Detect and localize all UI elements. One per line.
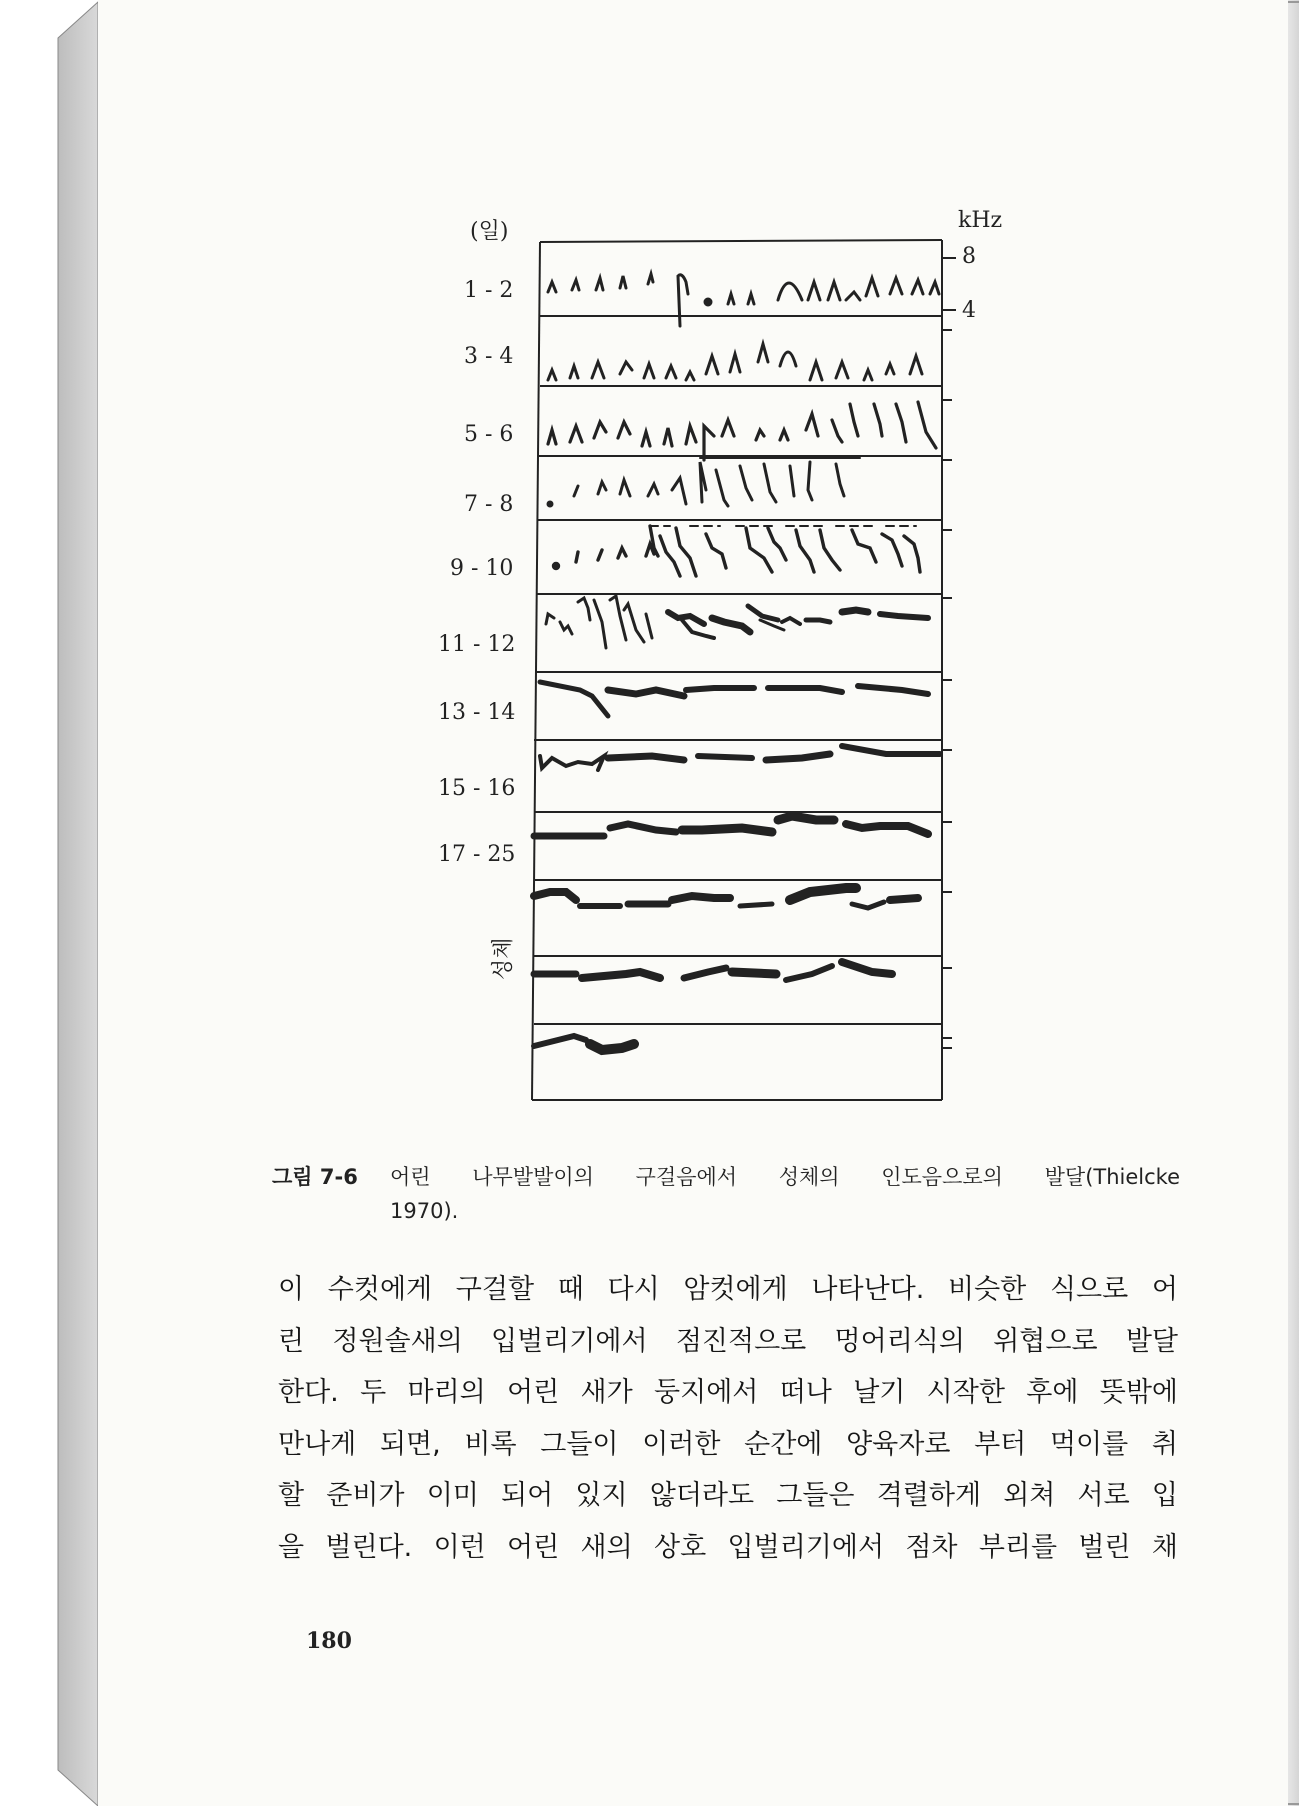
row-label: 9 - 10 — [450, 556, 514, 581]
row-label: 5 - 6 — [464, 422, 514, 447]
day-unit-label: (일) — [470, 219, 509, 244]
body-line: 할 준비가 이미 되어 있지 않더라도 그들은 격렬하게 외쳐 서로 입 — [278, 1480, 1178, 1511]
page-number: 180 — [306, 1628, 352, 1654]
body-line: 한다. 두 마리의 어린 새가 둥지에서 떠나 날기 시작한 후에 뜻밖에 — [278, 1377, 1178, 1408]
row-label: 7 - 8 — [464, 492, 514, 517]
caption-number: 그림 7-6 — [272, 1165, 358, 1189]
adult-label: 성체 — [491, 937, 516, 980]
freq-tick-label: 4 — [962, 298, 976, 323]
body-text — [278, 1264, 1178, 1573]
row-label: 1 - 2 — [464, 278, 514, 303]
body-line: 린 정원솔새의 입벌리기에서 점진적으로 멍어리식의 위협으로 발달 — [278, 1325, 1178, 1357]
row-label: 11 - 12 — [438, 632, 516, 657]
row-label: 13 - 14 — [438, 700, 516, 725]
caption-text: 어린 나무발발이의 구걸음에서 성체의 인도음으로의 발달(Thielcke — [390, 1165, 1180, 1189]
row-label: 17 - 25 — [438, 842, 516, 867]
row-label: 15 - 16 — [438, 776, 516, 801]
freq-tick-label: 8 — [962, 244, 976, 269]
caption-year: 1970). — [390, 1199, 459, 1223]
body-line: 만나게 되면, 비록 그들이 이러한 순간에 양육자로 부터 먹이를 취 — [278, 1428, 1178, 1460]
body-line: 이 수컷에게 구걸할 때 다시 암컷에게 나타난다. 비슷한 식으로 어 — [278, 1274, 1178, 1305]
body-line: 을 벌린다. 이런 어린 새의 상호 입벌리기에서 점차 부리를 벌린 채 — [278, 1531, 1178, 1563]
frequency-unit-label: kHz — [958, 208, 1003, 233]
row-label: 3 - 4 — [464, 344, 514, 369]
